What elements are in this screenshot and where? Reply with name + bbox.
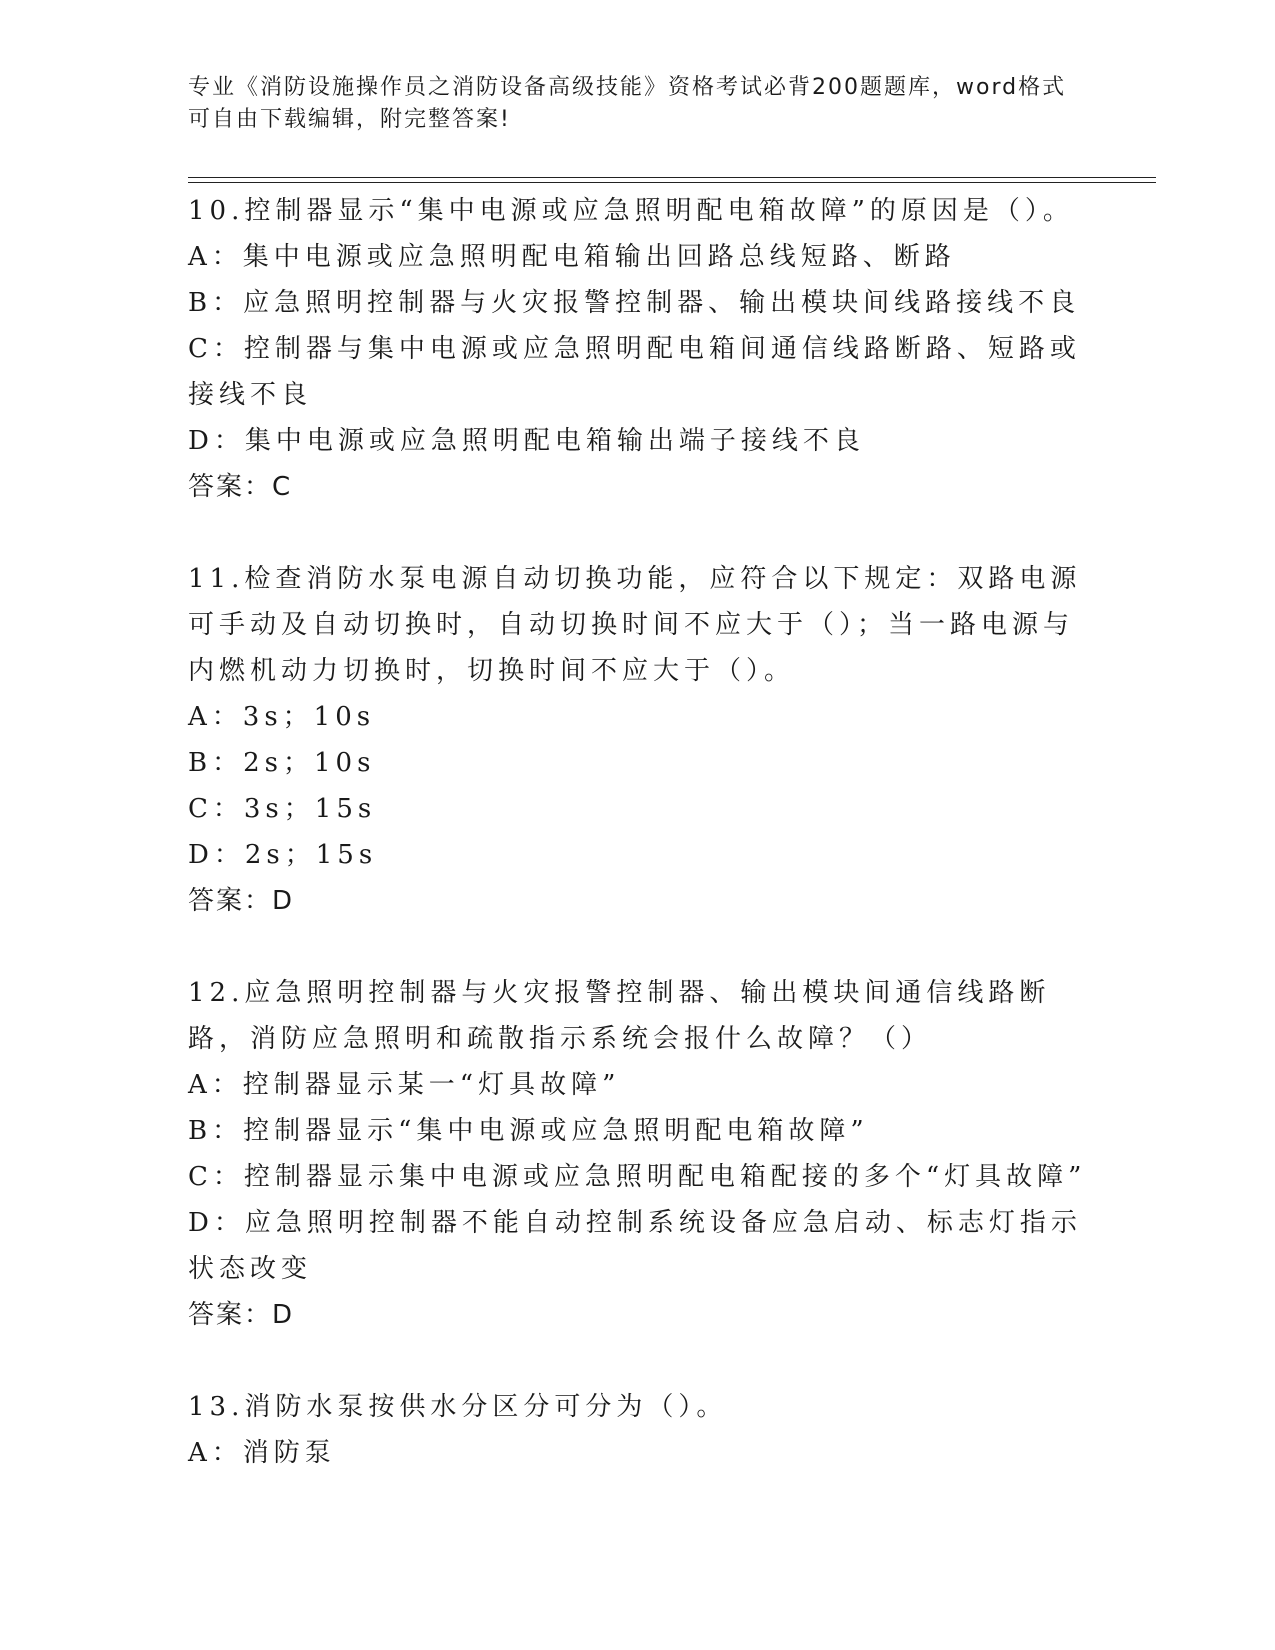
option-d: D：2s；15s (188, 840, 378, 870)
question-12 (188, 970, 1088, 1338)
option-c: C：控制器显示集中电源或应急照明配电箱配接的多个“灯具故障” (188, 1162, 1087, 1192)
header-divider-bottom (188, 182, 1156, 183)
option-a: A：3s；10s (188, 702, 376, 732)
answer-label: 答案：D (188, 886, 295, 916)
answer-label: 答案：C (188, 472, 293, 502)
option-b: B：2s；10s (188, 748, 376, 778)
question-list (188, 188, 1088, 1522)
header-divider-top (188, 177, 1156, 178)
option-b: B：应急照明控制器与火灾报警控制器、输出模块间线路接线不良 (188, 288, 1081, 318)
answer-label: 答案：D (188, 1300, 295, 1330)
option-a: A：控制器显示某一“灯具故障” (188, 1070, 621, 1100)
option-c: C：3s；15s (188, 794, 377, 824)
question-11 (188, 556, 1088, 924)
question-13 (188, 1384, 1088, 1476)
option-c: C：控制器与集中电源或应急照明配电箱间通信线路断路、短路或接线不良 (188, 334, 1081, 410)
question-stem: 13.消防水泵按供水分区分可分为（）。 (188, 1392, 728, 1422)
question-10 (188, 188, 1088, 510)
option-a: A：集中电源或应急照明配电箱输出回路总线短路、断路 (188, 242, 956, 272)
document-header: 专业《消防设施操作员之消防设备高级技能》资格考试必背200题题库，word格式可自由下载编辑，附完整答案! (188, 75, 1067, 132)
question-stem: 11.检查消防水泵电源自动切换功能，应符合以下规定：双路电源可手动及自动切换时，自动切换时间不应大于（）；当一路电源与内燃机动力切换时，切换时间不应大于（）。 (188, 564, 1082, 686)
option-d: D：集中电源或应急照明配电箱输出端子接线不良 (188, 426, 865, 456)
question-stem: 10.控制器显示“集中电源或应急照明配电箱故障”的原因是（）。 (188, 196, 1074, 226)
option-a: A：消防泵 (188, 1438, 336, 1468)
option-b: B：控制器显示“集中电源或应急照明配电箱故障” (188, 1116, 869, 1146)
option-d: D：应急照明控制器不能自动控制系统设备应急启动、标志灯指示状态改变 (188, 1208, 1082, 1284)
question-stem: 12.应急照明控制器与火灾报警控制器、输出模块间通信线路断路，消防应急照明和疏散指示系统会报什么故障？（） (188, 978, 1051, 1054)
